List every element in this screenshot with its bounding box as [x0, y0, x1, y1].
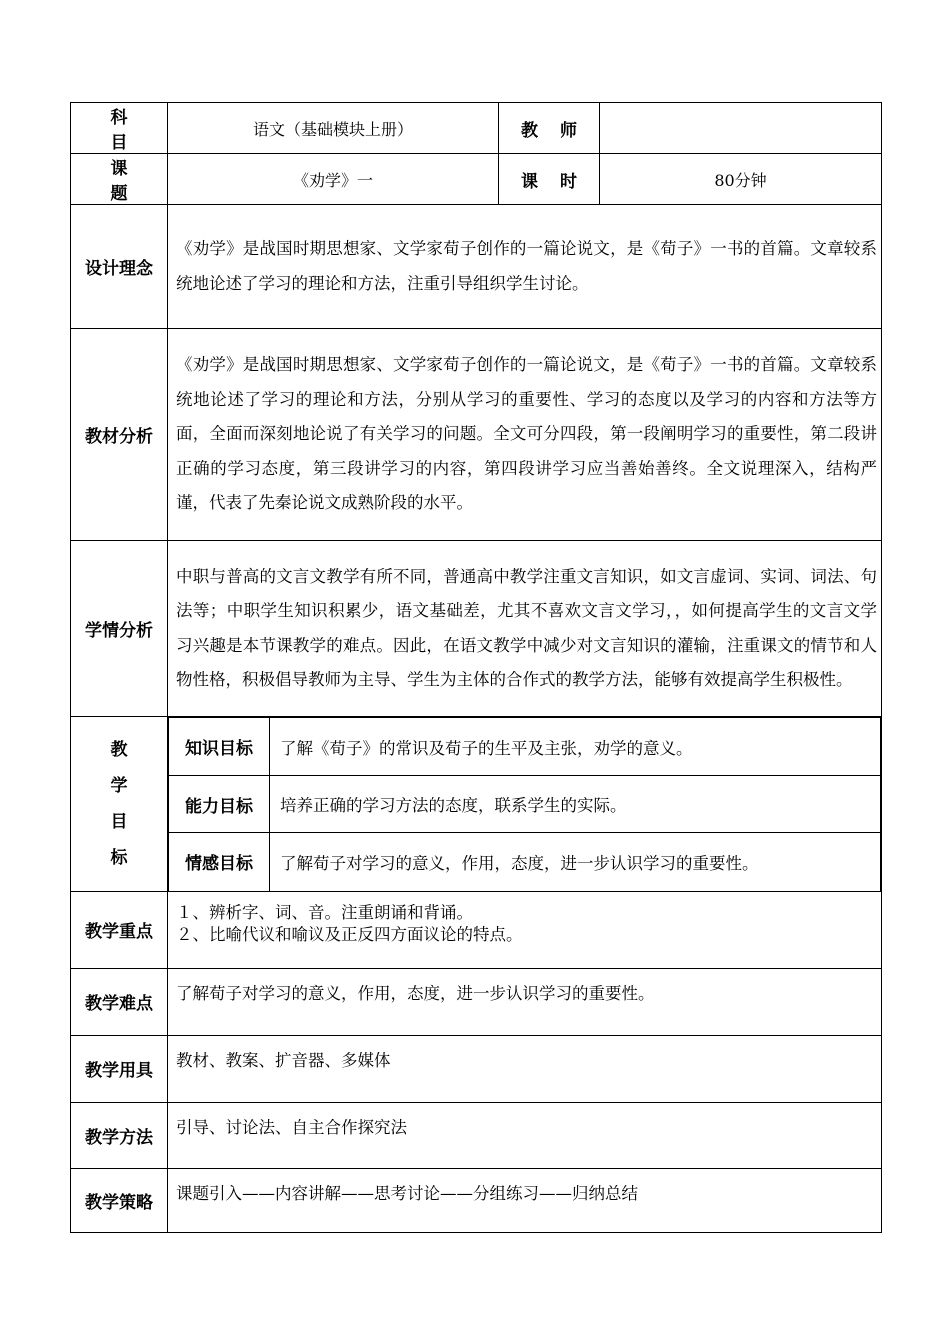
teacher-label: 教师: [499, 103, 600, 154]
students-label: 学情分析: [71, 541, 168, 717]
material-label: 教材分析: [71, 329, 168, 541]
duration-label: 课时: [499, 154, 600, 205]
key-point-line: １、辨析字、词、音。注重朗诵和背诵。: [176, 902, 473, 922]
material-text: 《劝学》是战国时期思想家、文学家荀子创作的一篇论说文，是《荀子》一书的首篇。文章较系统地论述了学习的理论和方法，分别从学习的重要性、学习的态度以及学习的内容和方法等方面，全面而深刻地论说了有关学习的问题。全文可分四段，第一段阐明学习的重要性，第二段讲正确的学习态度，第三段讲学习的内容，第四段讲学习应当善始善终。全文说理深入，结构严谨，代表了先秦论说文成熟阶段的水平。: [176, 355, 877, 513]
goals-label-char: 教: [110, 739, 128, 760]
duration-value: 80分钟: [600, 154, 882, 205]
ability-goal-label: 能力目标: [169, 776, 270, 833]
strategy-label: 教学策略: [71, 1168, 168, 1232]
topic-value: 《劝学》一: [168, 154, 499, 205]
students-text: 中职与普高的文言文教学有所不同，普通高中教学注重文言知识，如文言虚词、实词、词法、句法等；中职学生知识积累少，语文基础差，尤其不喜欢文言文学习，，如何提高学生的文言文学习兴趣是本节课教学的难点。因此，在语文教学中减少对文言知识的灌输，注重课文的情节和人物性格，积极倡导教师为主导、学生为主体的合作式的教学方法，能够有效提高学生积极性。: [176, 566, 877, 689]
key-point-line: ２、比喻代议和喻议及正反四方面议论的特点。: [176, 924, 523, 944]
knowledge-goal-label: 知识目标: [169, 718, 270, 776]
methods-text: 引导、讨论法、自主合作探究法: [168, 1102, 882, 1168]
teacher-value: [600, 103, 882, 154]
methods-label: 教学方法: [71, 1102, 168, 1168]
design-label: 设计理念: [71, 205, 168, 329]
key-points-label: 教学重点: [71, 891, 168, 968]
subject-value: 语文（基础模块上册）: [168, 103, 499, 154]
design-text: 《劝学》是战国时期思想家、文学家荀子创作的一篇论说文，是《荀子》一书的首篇。文章较系统地论述了学习的理论和方法，注重引导组织学生讨论。: [176, 239, 877, 293]
goals-label-char: 标: [110, 847, 128, 868]
students-text-cell: [168, 541, 882, 717]
emotion-goal-label: 情感目标: [169, 833, 270, 891]
subject-label: 科目: [71, 103, 168, 154]
goals-cell: [168, 717, 882, 892]
tools-label: 教学用具: [71, 1035, 168, 1102]
goals-label-char: 目: [110, 811, 128, 832]
topic-label: 课题: [71, 154, 168, 205]
strategy-text: 课题引入——内容讲解——思考讨论——分组练习——归纳总结: [168, 1168, 882, 1232]
key-points-cell: [168, 891, 882, 968]
tools-text: 教材、教案、扩音器、多媒体: [168, 1035, 882, 1102]
difficulty-label: 教学难点: [71, 968, 168, 1035]
goals-table: [168, 717, 881, 891]
lesson-plan-table: [70, 102, 882, 1233]
design-text-cell: [168, 205, 882, 329]
difficulty-text: 了解荀子对学习的意义，作用，态度，进一步认识学习的重要性。: [168, 968, 882, 1035]
material-text-cell: [168, 329, 882, 541]
knowledge-goal-text: 了解《荀子》的常识及荀子的生平及主张，劝学的意义。: [270, 718, 881, 776]
goals-label: [71, 717, 168, 892]
ability-goal-text: 培养正确的学习方法的态度，联系学生的实际。: [270, 776, 881, 833]
emotion-goal-text: 了解荀子对学习的意义，作用，态度，进一步认识学习的重要性。: [270, 833, 881, 891]
goals-label-char: 学: [110, 775, 128, 796]
